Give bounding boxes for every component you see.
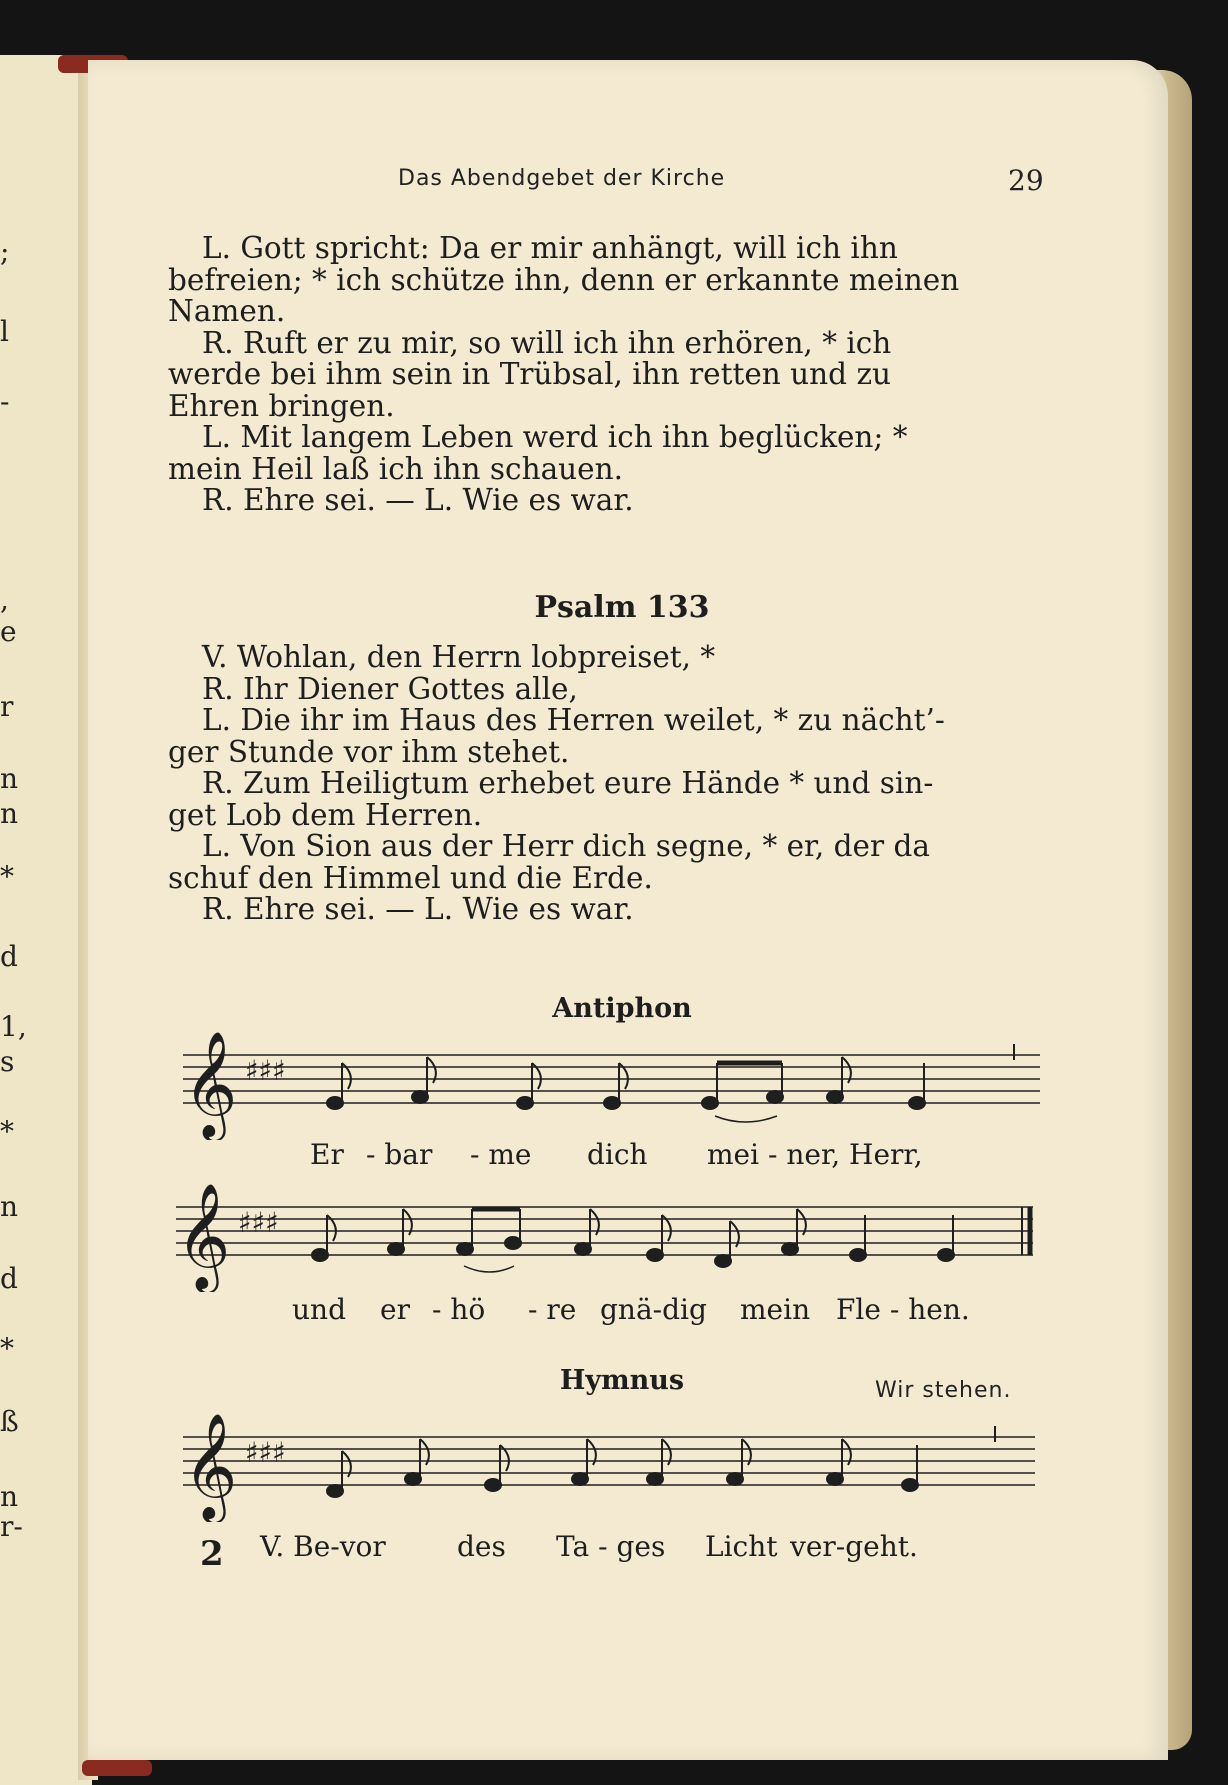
facing-page-fragment: n (0, 1190, 19, 1223)
psalm-133-verses (168, 642, 1044, 926)
hymn-lyrics (0, 1530, 1228, 1570)
antiphon-title: Antiphon (552, 993, 692, 1024)
treble-clef-icon: 𝄞 (176, 1182, 231, 1289)
lyric-syllable: dich (587, 1138, 648, 1171)
rubric-note: Wir stehen. (875, 1378, 1012, 1403)
ribbon-bookmark-bottom (82, 1760, 152, 1776)
lyric-syllable: - bar (366, 1138, 433, 1171)
verse-line: R. Ehre sei. — L. Wie es war. (202, 892, 634, 926)
page-number: 29 (1008, 164, 1044, 197)
psalm-91-verses (168, 233, 1044, 517)
verse-line: R. Ehre sei. — L. Wie es war. (202, 483, 634, 517)
facing-page-fragment: * (0, 860, 14, 893)
treble-clef-icon: 𝄞 (183, 1030, 238, 1137)
key-signature-sharps-icon: ♯♯♯ (238, 1206, 279, 1239)
facing-page-fragment: , (0, 583, 9, 616)
verse-line: Ehren bringen. (168, 388, 395, 423)
facing-page-fragment: - (0, 385, 10, 418)
key-signature-sharps-icon: ♯♯♯ (245, 1436, 286, 1469)
facing-page-fragment: n (0, 762, 19, 795)
verse-line: R. Ruft er zu mir, so will ich ihn erhören, * ich (202, 325, 892, 360)
hymn-title: Hymnus (559, 1365, 685, 1396)
verse-line: get Lob dem Herren. (168, 797, 483, 832)
verse-line: werde bei ihm sein in Trübsal, ihn retten und zu (168, 357, 891, 391)
verse-line: mein Heil laß ich ihn schauen. (168, 451, 624, 486)
facing-page-fragment: ß (0, 1405, 19, 1438)
hymn-staff (175, 1412, 1045, 1522)
facing-page-fragment: n (0, 1480, 19, 1513)
lyric-syllable: - re (528, 1293, 577, 1326)
verse-line: R. Ihr Diener Gottes alle, (202, 671, 578, 706)
verse-line: L. Von Sion aus der Herr dich segne, * er, der da (202, 829, 930, 863)
facing-page-fragment: d (0, 940, 18, 973)
lyric-syllable: Licht (705, 1530, 778, 1563)
lyric-syllable: gnä-dig (600, 1293, 707, 1326)
facing-page-fragment: d (0, 1262, 18, 1295)
lyric-syllable: Ta - ges (556, 1530, 666, 1563)
lyric-syllable: er (380, 1293, 410, 1326)
facing-page-fragment: 1, (0, 1010, 27, 1043)
key-signature-sharps-icon: ♯♯♯ (245, 1054, 286, 1087)
treble-clef-icon: 𝄞 (183, 1412, 238, 1519)
facing-page-fragment: ; (0, 235, 10, 268)
verse-line: R. Zum Heiligtum erhebet eure Hände * und sin- (202, 766, 934, 800)
lyric-syllable: mei - ner, Herr, (707, 1138, 923, 1171)
verse-line: ger Stunde vor ihm stehet. (168, 734, 570, 769)
lyric-syllable: Fle - hen. (836, 1293, 970, 1326)
verse-line: Namen. (168, 294, 286, 328)
verse-line: L. Gott spricht: Da er mir anhängt, will ich ihn (202, 231, 898, 265)
verse-line: L. Die ihr im Haus des Herren weilet, * zu nächt’- (202, 703, 945, 737)
facing-page-fragment: * (0, 1115, 14, 1148)
facing-page-fragment: n (0, 797, 19, 830)
facing-page-fragment: r- (0, 1510, 23, 1543)
psalm-title: Psalm 133 (534, 590, 710, 625)
antiphon-staff-2 (168, 1182, 1038, 1292)
lyric-syllable: - hö (432, 1293, 486, 1326)
lyric-syllable: V. Be-vor (260, 1530, 386, 1563)
verse-line: schuf den Himmel und die Erde. (168, 860, 653, 895)
lyric-syllable: des (457, 1530, 506, 1563)
facing-page-fragment: s (0, 1045, 15, 1078)
facing-page-fragment: r (0, 690, 14, 723)
lyric-syllable: und (292, 1293, 346, 1326)
lyric-syllable: ver-geht. (790, 1530, 918, 1563)
antiphon-lyrics-2 (0, 1293, 1228, 1333)
facing-page-fragment: * (0, 1332, 14, 1365)
running-header: Das Abendgebet der Kirche (398, 166, 726, 191)
stanza-number: 2 (200, 1534, 224, 1574)
verse-line: V. Wohlan, den Herrn lobpreiset, * (202, 640, 716, 674)
antiphon-staff-1 (175, 1030, 1045, 1140)
lyric-syllable: Er (310, 1138, 344, 1171)
antiphon-lyrics-1 (0, 1138, 1228, 1178)
verse-line: befreien; * ich schütze ihn, denn er erkannte meinen (168, 262, 960, 297)
facing-page-fragment: e (0, 615, 17, 648)
lyric-syllable: - me (470, 1138, 532, 1171)
lyric-syllable: mein (740, 1293, 811, 1326)
verse-line: L. Mit langem Leben werd ich ihn beglücken; * (202, 420, 908, 454)
facing-page-fragment: l (0, 315, 9, 348)
